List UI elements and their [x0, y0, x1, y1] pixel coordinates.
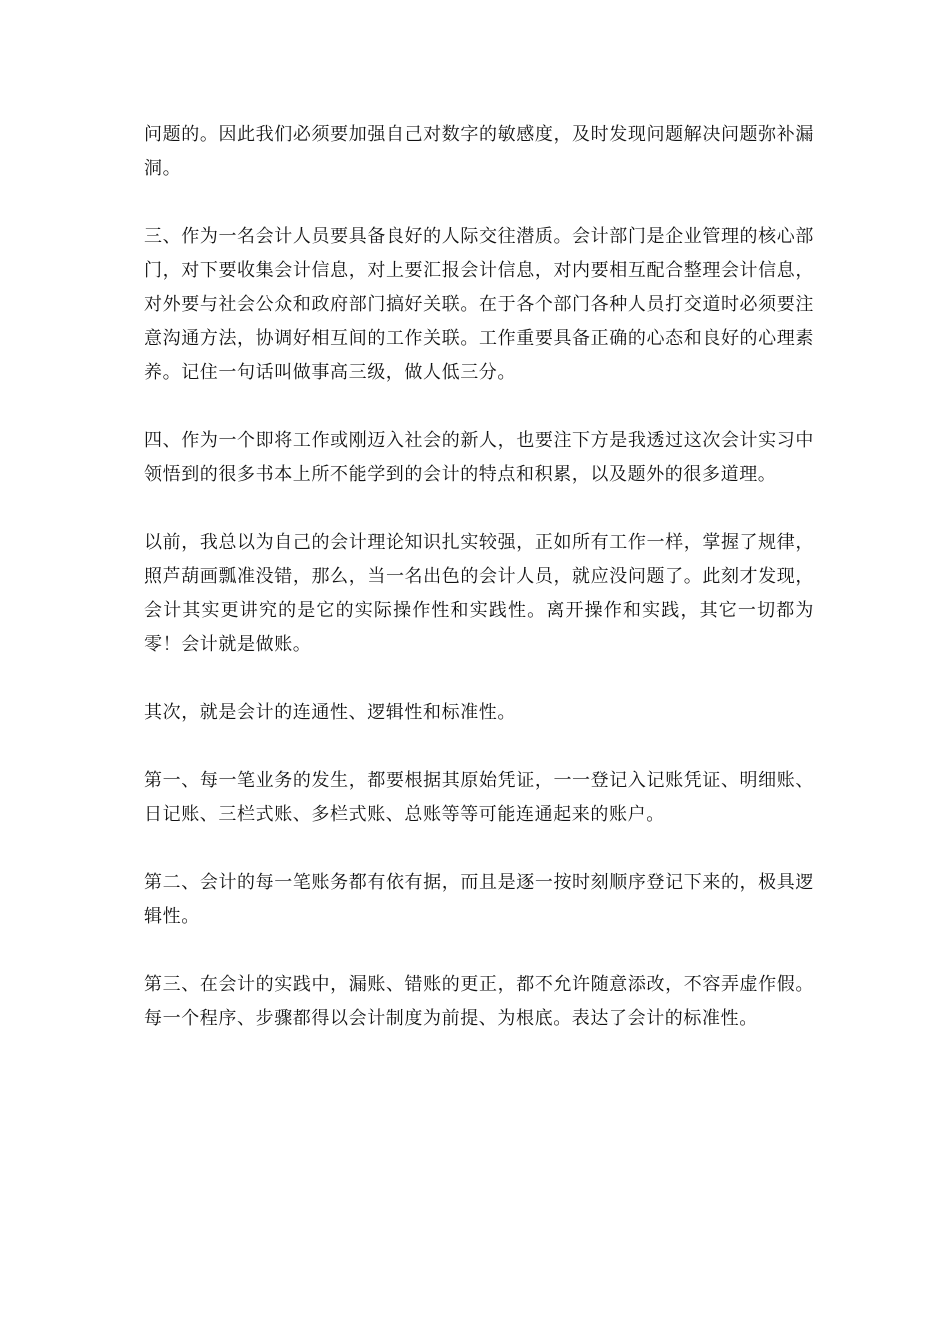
- paragraph-second: 第二、会计的每一笔账务都有依有据，而且是逐一按时刻顺序登记下来的，极具逻辑性。: [144, 872, 814, 927]
- paragraph-third: 第三、在会计的实践中，漏账、错账的更正，都不允许随意添改，不容弄虚作假。每一个程序、步骤都得以会计制度为前提、为根底。表达了会计的标准性。: [144, 974, 814, 1029]
- paragraph-point-three: 三、作为一名会计人员要具备良好的人际交往潜质。会计部门是企业管理的核心部门，对下要收集会计信息，对上要汇报会计信息，对内要相互配合整理会计信息，对外要与社会公众和政府部门搞好关联。在于各个部门各种人员打交道时必须要注意沟通方法，协调好相互间的工作关联。工作重要具备正确的心态和良好的心理素养。记住一句话叫做事高三级，做人低三分。: [144, 226, 814, 383]
- paragraph-continuation: 问题的。因此我们必须要加强自己对数字的敏感度，及时发现问题解决问题弥补漏洞。: [144, 124, 814, 179]
- paragraph-first: 第一、每一笔业务的发生，都要根据其原始凭证，一一登记入记账凭证、明细账、日记账、三栏式账、多栏式账、总账等等可能连通起来的账户。: [144, 770, 814, 825]
- paragraph-point-four: 四、作为一个即将工作或刚迈入社会的新人，也要注下方是我透过这次会计实习中领悟到的很多书本上所不能学到的会计的特点和积累，以及题外的很多道理。: [144, 430, 814, 485]
- document-body: [144, 118, 814, 1036]
- paragraph-previously: 以前，我总以为自己的会计理论知识扎实较强，正如所有工作一样，掌握了规律，照芦葫画瓢准没错，那么，当一名出色的会计人员，就应没问题了。此刻才发现，会计其实更讲究的是它的实际操作性和实践性。离开操作和实践，其它一切都为零！会计就是做账。: [144, 532, 814, 655]
- paragraph-secondly: 其次，就是会计的连通性、逻辑性和标准性。: [144, 702, 516, 723]
